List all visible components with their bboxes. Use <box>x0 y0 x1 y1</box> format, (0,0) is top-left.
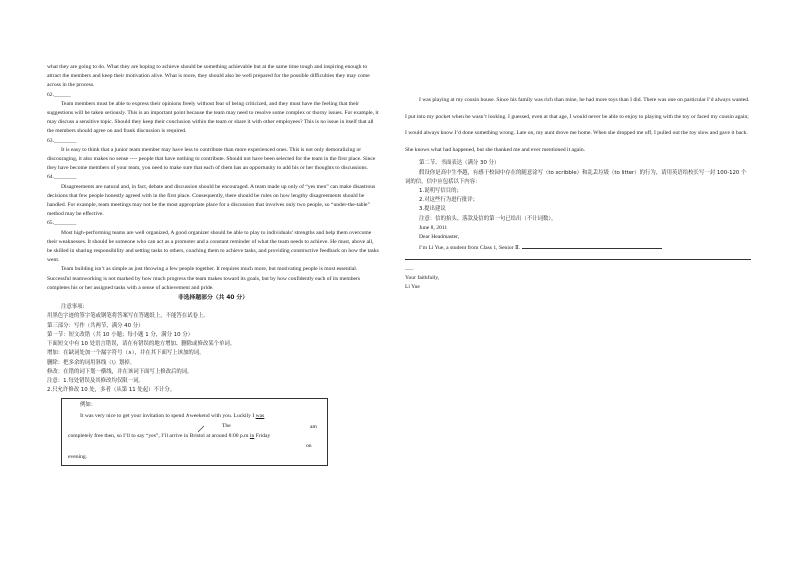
section-2-title: 第二节、书面表达（满分 30 分） <box>419 160 500 167</box>
right-column <box>405 92 751 292</box>
underlined-word: in <box>249 433 255 440</box>
example-line-3: evening. <box>68 454 88 461</box>
letter-opening: I’m Li Yue, a student from Class 1, Senior Ⅱ. <box>405 242 751 253</box>
insert-caret-icon: ∧ <box>185 413 190 420</box>
note-line: 2.只允许修改 10 处，多者（从第 11 处起）不计分。 <box>47 387 176 394</box>
task-description: 假设你是高中生李越，有感于校园中存在的随意涂写（to scribble）和乱丢垃圾（to litter）的行为，请用英语给校长写一封 100-120 个词的信，信中应包括以下内容： <box>405 169 747 185</box>
writing-blank <box>522 242 662 249</box>
task-point: 1.说明写信目的； <box>419 187 462 194</box>
correction-passage: I was playing at my cousin house. Since his family was rich than mine, he had more toys than I did. There was one on particular I’d always wanted. I put into my pocket when he wasn’t looking. I guessed, even at that age, I would never be able to enjoy to playing with the toy or faced my cousin again; I would always know I’d done something wrong. Late on, my aunt drove me home. When she dropped me off, I pulled out the toy slow and gave it back. She knows what had happened, but she thanked me and ever mentioned it again. <box>405 97 750 153</box>
instructions <box>47 303 379 395</box>
note-line: 第一节：短文改错（共 10 小题；每小题 1 分，满分 10 分） <box>47 331 194 338</box>
example-line-1: It was very nice to get your invitation to spend ∧weekend with you. Luckily I was <box>80 413 265 420</box>
paragraph-62: Team members must be able to express their opinions freely without fear of being criticized, and they must have the feeling that their suggestions will be taken seriously. This is an important point because the team may need to resolve some complex or thorny issues. For example, it may discuss a sensitive topic. Should they keep their conclusion within the team or share it with other employees? This is no issue in itself that all the members should agree on and frank discussion is required. <box>47 100 379 135</box>
note-line: 增加：在缺词处加一个漏字符号（∧），并在其下面写上该加的词。 <box>47 350 205 357</box>
section-title: 非选择题部分（共 40 分） <box>177 295 249 302</box>
writing-line <box>405 259 751 260</box>
paragraph-64: Disagreements are natural and, in fact, debate and discussion should be encouraged. A team made up only of “yes men” can make disastrous decisions that few people honestly agreed with in the first place. Consequently, there should be rules on how lengthy disagreements should be handled. For example, team meetings may not be the most appropriate place for a discussion that involves only two people, so “under-the-table” method may be effective. <box>47 183 376 218</box>
example-label: 例如： <box>80 402 97 409</box>
paragraph-63: It is easy to think that a junior team member may have less to contribute than more experienced ones. This is not only demoralizing or discouraging, it also makes no sense ---- people that have nothing to contribute. Should not have been selected for the team in the first place. Since they have become members of your team, you need to make sure that each of them has an opportunity to add his or her thoughts to discussions. <box>47 146 376 172</box>
note-line: 修改：在错的词下划一横线，并在该词下面写上修改后的词。 <box>47 368 193 375</box>
correction-on: on <box>306 443 312 450</box>
task-point: 2.对这些行为进行批评； <box>419 197 479 204</box>
paragraph-conclusion: Team building isn’t as simple as just throwing a few people together. It requires much more, but motivating people is most essential. Successful teamworking is not marked by how much progress the team makes toward its goals, but by how confidently each of its members completes his or her assigned tasks with a sense of achievement and pride. <box>47 266 361 291</box>
intro-paragraph: what they are going to do. What they are hoping to achieve should be something achievable but at the same time tough and inspiring enough to attract the members and keep their motivation alive. What is more, they should also be well prepared for the possible difficulties they may come across in the process. <box>47 64 370 89</box>
note-line: 注意事项: <box>61 304 85 311</box>
letter-closing: Your faithfully, <box>405 274 440 281</box>
paragraph-65: Most high-performing teams are well organized, A good organizer should be able to play to individuals’ strengths and help them overcome their weaknesses. It should be someone who can act as a promoter and a constant reminder of what the team needs to achieve. He must, above all, be skilled in sharing responsibility and setting tasks to others, coaching them to achieve tasks, and providing constructive feedback on how the tasks went. <box>47 229 379 264</box>
example-box <box>61 398 328 466</box>
left-column <box>47 63 379 466</box>
writing-task <box>405 159 751 223</box>
correction-am: am <box>310 424 317 431</box>
note-line: 用黑色字迹的签字笔或钢笔将答案写在答题纸上，不能答在试卷上。 <box>47 313 209 320</box>
correction-the: The <box>222 423 231 430</box>
blank-65: 65.________ <box>47 220 77 227</box>
blank-62: 62.______ <box>47 91 71 98</box>
letter-salutation: Dear Headmaster, <box>419 234 460 240</box>
task-note: 注意：信的抬头、落款及信的第一句已给出（不计词数）。 <box>419 215 557 222</box>
example-line-2: completely free then, so I’ll to say “yes”, I’ll arrive in Bristol at around 8:00 p.m in Friday <box>68 433 271 440</box>
underlined-word: was <box>255 413 265 420</box>
letter-signature: Li Yue <box>405 283 420 290</box>
writing-dash: ___ <box>405 265 414 272</box>
letter-date: June 8, 2011 <box>419 224 448 231</box>
blank-64: 64.________ <box>47 174 77 181</box>
note-line: 删除：把多余的词用斜线（\）划掉。 <box>47 359 136 366</box>
task-point: 3.提出建议 <box>419 206 446 213</box>
note-line: 下面短文中有 10 处语言错误，请在有错误的地方增加、删除或修改某个单词。 <box>47 341 236 348</box>
blank-63: 63.________ <box>47 137 77 144</box>
note-line: 第三部分：写作（共两节，满分 40 分） <box>47 322 144 329</box>
note-line: 注意：1.每处错误及其修改均仅限一词。 <box>47 377 144 384</box>
